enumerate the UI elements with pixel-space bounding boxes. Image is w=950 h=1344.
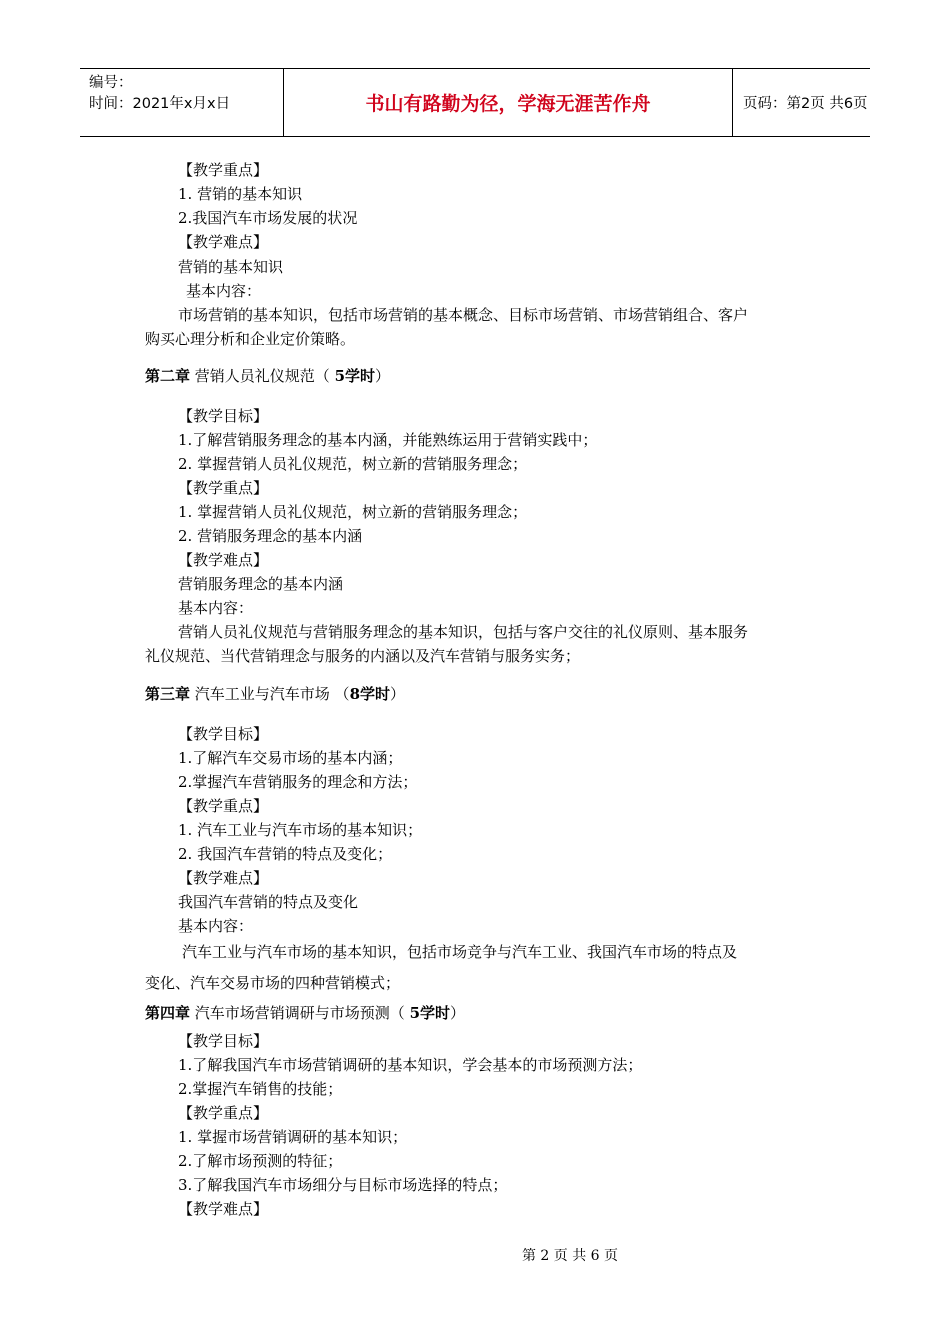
body-line: 2.掌握汽车销售的技能； xyxy=(178,1080,343,1098)
body-line: 【教学重点】 xyxy=(178,161,269,179)
header-meta xyxy=(80,69,283,136)
body-line: 【教学难点】 xyxy=(178,233,269,251)
body-line: 基本内容： xyxy=(186,282,262,300)
chapter-heading xyxy=(145,684,405,704)
body-line: 【教学重点】 xyxy=(178,1104,269,1122)
page-header xyxy=(80,68,870,137)
body-line: 1. 汽车工业与汽车市场的基本知识； xyxy=(178,821,423,839)
chapter-tail: ） xyxy=(450,1004,466,1022)
chapter-title: 营销人员礼仪规范（ xyxy=(190,367,335,385)
body-line: 1.了解营销服务理念的基本内涵，并能熟练运用于营销实践中； xyxy=(178,431,598,449)
chapter-number: 第三章 xyxy=(145,685,191,703)
body-line: 2.掌握汽车营销服务的理念和方法； xyxy=(178,773,418,791)
body-line: 2.我国汽车市场发展的状况 xyxy=(178,209,358,227)
doc-time-label: 时间：2021年x月x日 xyxy=(89,96,231,112)
chapter-heading xyxy=(145,1003,465,1023)
body-line: 礼仪规范、当代营销理念与服务的内涵以及汽车营销与服务实务； xyxy=(145,647,581,665)
body-line: 【教学重点】 xyxy=(178,797,269,815)
body-line: 1. 营销的基本知识 xyxy=(178,185,303,203)
body-line: 1.了解汽车交易市场的基本内涵； xyxy=(178,749,403,767)
body-line: 基本内容： xyxy=(178,917,254,935)
chapter-hours: 8学时 xyxy=(349,685,390,703)
doc-number-label: 编号： xyxy=(89,75,133,91)
body-line: 【教学难点】 xyxy=(178,1200,269,1218)
body-line: 营销人员礼仪规范与营销服务理念的基本知识，包括与客户交往的礼仪原则、基本服务 xyxy=(178,623,749,641)
chapter-title: 汽车工业与汽车市场 （ xyxy=(190,685,350,703)
chapter-tail: ） xyxy=(390,685,406,703)
body-line: 汽车工业与汽车市场的基本知识，包括市场竞争与汽车工业、我国汽车市场的特点及 xyxy=(182,943,738,961)
page-footer: 第 2 页 共 6 页 xyxy=(521,1248,619,1264)
body-line: 【教学目标】 xyxy=(178,407,269,425)
chapter-number: 第二章 xyxy=(145,367,191,385)
chapter-heading xyxy=(145,366,390,386)
body-line: 我国汽车营销的特点及变化 xyxy=(178,893,359,911)
body-line: 1. 掌握市场营销调研的基本知识； xyxy=(178,1128,408,1146)
chapter-hours: 5学时 xyxy=(409,1004,450,1022)
body-line: 1.了解我国汽车市场营销调研的基本知识，学会基本的市场预测方法； xyxy=(178,1056,643,1074)
body-line: 变化、汽车交易市场的四种营销模式； xyxy=(145,974,401,992)
body-line: 【教学目标】 xyxy=(178,725,269,743)
body-line: 2. 营销服务理念的基本内涵 xyxy=(178,527,363,545)
chapter-number: 第四章 xyxy=(145,1004,191,1022)
body-line: 购买心理分析和企业定价策略。 xyxy=(145,330,356,348)
body-line: 营销的基本知识 xyxy=(178,258,284,276)
body-line: 2. 我国汽车营销的特点及变化； xyxy=(178,845,393,863)
body-line: 营销服务理念的基本内涵 xyxy=(178,575,344,593)
body-line: 【教学目标】 xyxy=(178,1032,269,1050)
header-page-label: 页码：第2页 共6页 xyxy=(743,96,868,112)
body-line: 2.了解市场预测的特征； xyxy=(178,1152,343,1170)
body-line: 2. 掌握营销人员礼仪规范，树立新的营销服务理念； xyxy=(178,455,528,473)
chapter-tail: ） xyxy=(375,367,391,385)
chapter-hours: 5学时 xyxy=(334,367,375,385)
body-line: 基本内容： xyxy=(178,599,254,617)
body-line: 3.了解我国汽车市场细分与目标市场选择的特点； xyxy=(178,1176,508,1194)
chapter-title: 汽车市场营销调研与市场预测（ xyxy=(190,1004,410,1022)
body-line: 市场营销的基本知识，包括市场营销的基本概念、目标市场营销、市场营销组合、客户 xyxy=(178,306,749,324)
body-line: 【教学重点】 xyxy=(178,479,269,497)
body-line: 1. 掌握营销人员礼仪规范，树立新的营销服务理念； xyxy=(178,503,528,521)
body-line: 【教学难点】 xyxy=(178,869,269,887)
body-line: 【教学难点】 xyxy=(178,551,269,569)
header-motto: 书山有路勤为径，学海无涯苦作舟 xyxy=(283,69,733,136)
